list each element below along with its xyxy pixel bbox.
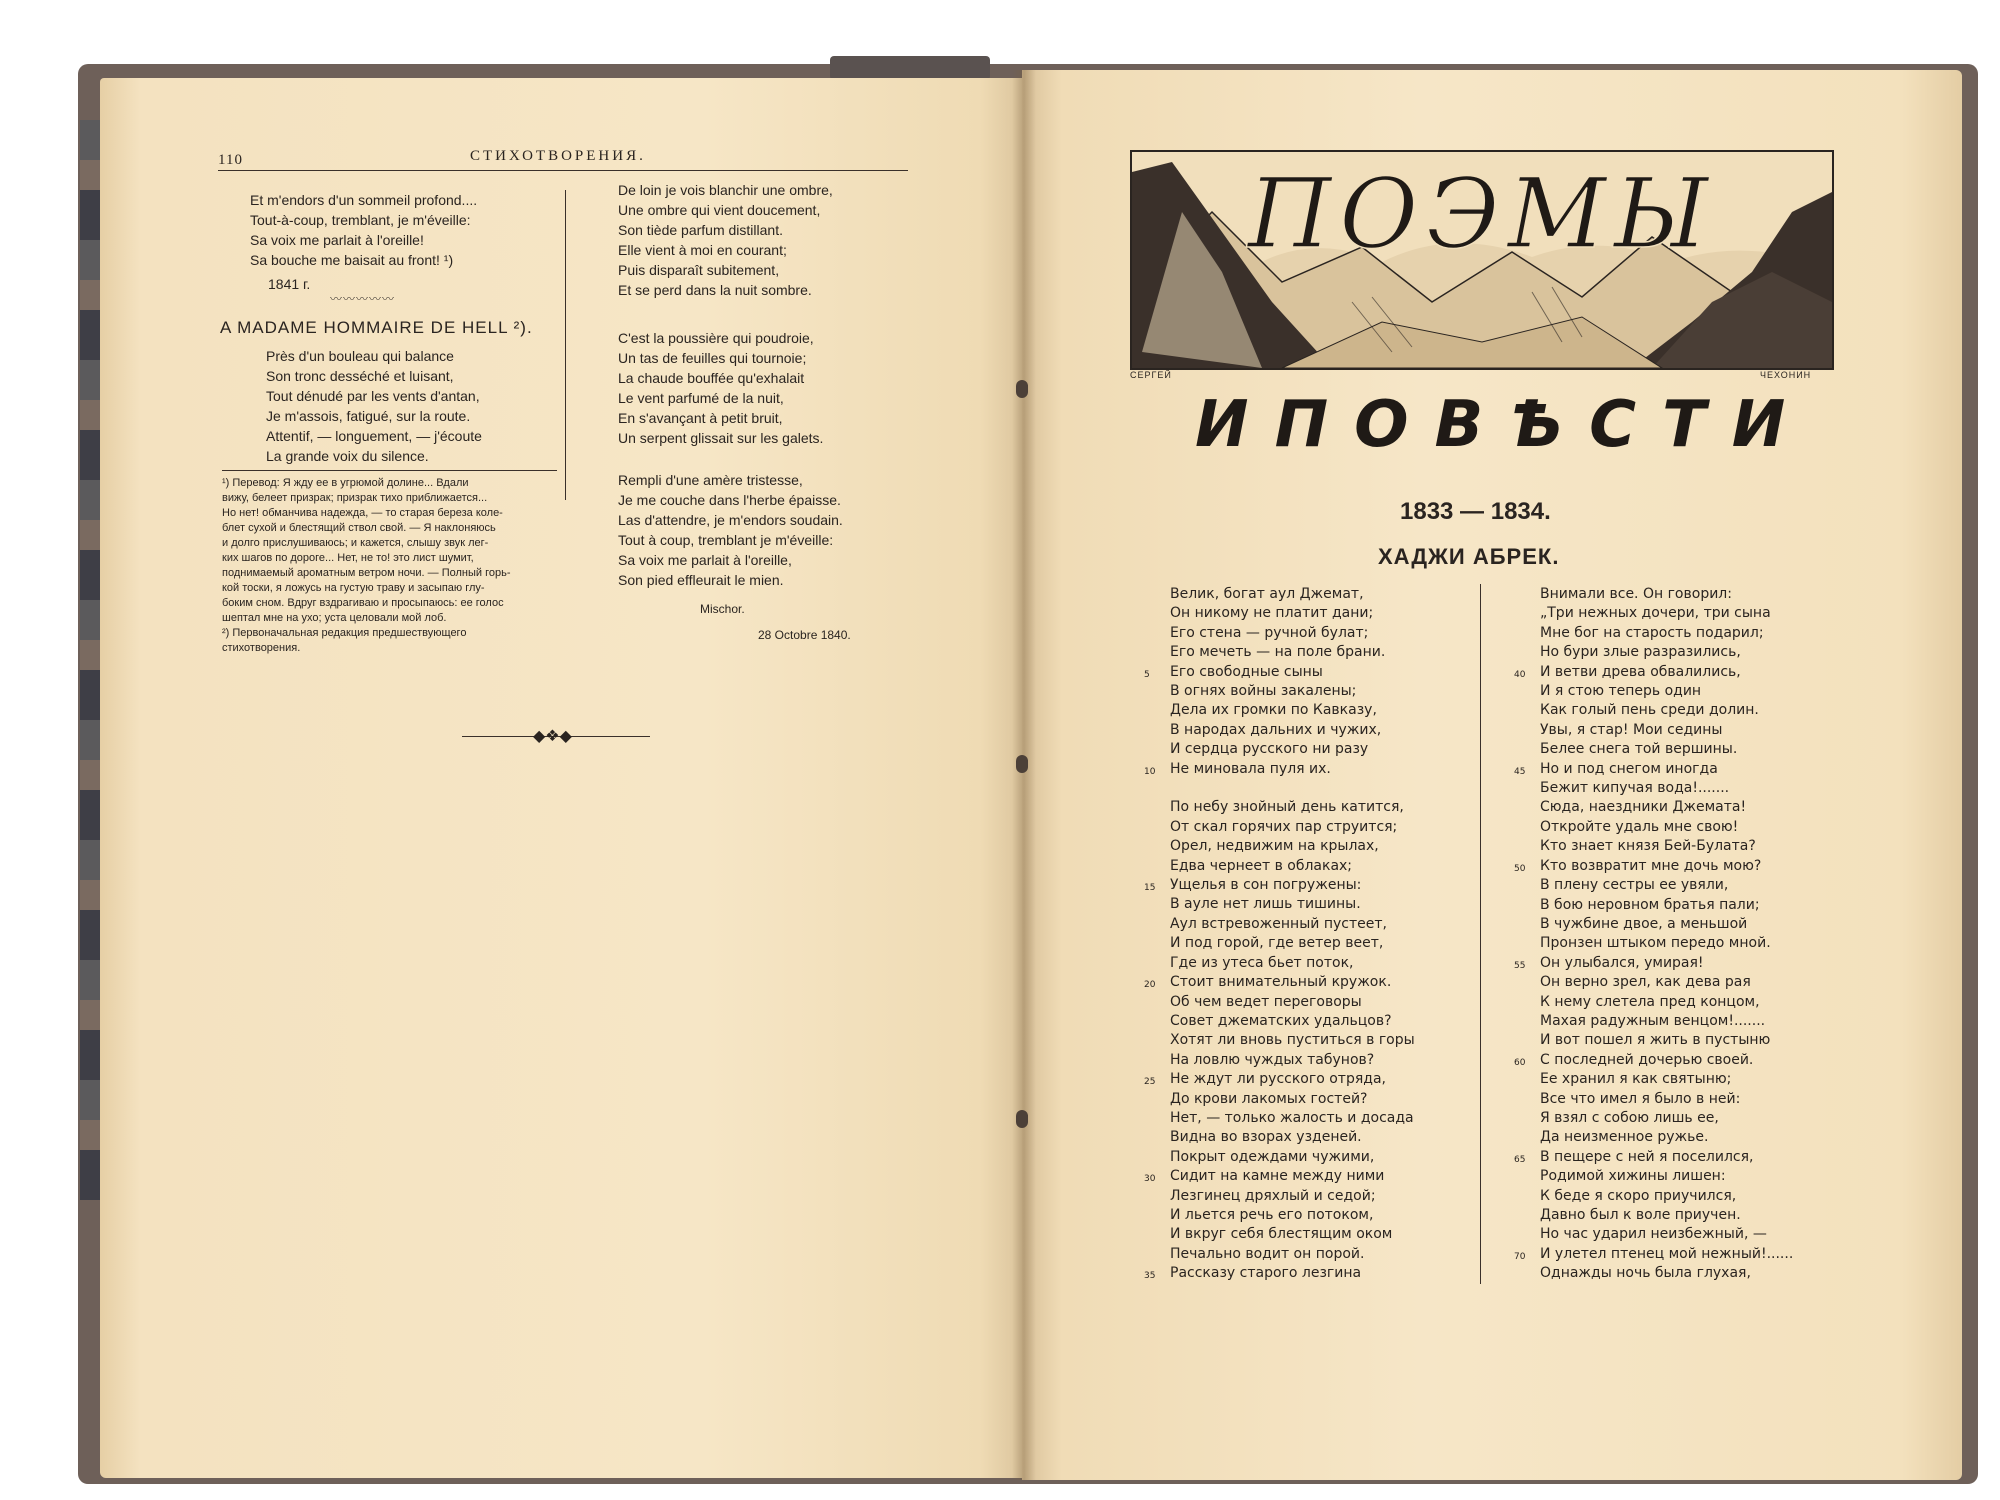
poem-title: ХАДЖИ АБРЕК.: [1378, 544, 1560, 569]
verse-line: [1540, 915, 1793, 934]
poem-date: 28 Octobre 1840.: [758, 628, 851, 642]
footnote-line: стихотворения.: [222, 642, 301, 654]
verse-text: Ее хранил я как святыню;: [1540, 1071, 1732, 1088]
footnote-rule: [222, 470, 557, 471]
verse-line: La chaude bouffée qu'exhalait: [618, 370, 805, 386]
verse-text: Он никому не платит дани;: [1170, 605, 1374, 622]
verse-line: [1540, 643, 1793, 662]
footnote-line: и долго прислушиваюсь; и кажется, слышу звук лег-: [222, 537, 489, 549]
verse-text: Откройте удаль мне свою!: [1540, 818, 1739, 835]
verse-line: [1170, 740, 1415, 759]
line-number: 30: [1144, 1174, 1156, 1185]
verse-text: Внимали все. Он говорил:: [1540, 586, 1732, 602]
verse-text: Я взял с собою лишь ее,: [1540, 1109, 1719, 1126]
verse-text: Давно был к воле приучен.: [1540, 1207, 1741, 1223]
verse-line: C'est la poussière qui poudroie,: [618, 330, 814, 346]
line-number: 70: [1514, 1251, 1526, 1262]
verse-line: Sa bouche me baisait au front! ¹): [250, 252, 454, 268]
line-number: 40: [1514, 669, 1526, 680]
line-number: 50: [1514, 863, 1526, 874]
verse-text: И под горой, где ветер веет,: [1170, 935, 1384, 952]
verse-line: [1514, 760, 1793, 779]
header-rule: [218, 170, 908, 171]
verse-text: Кто возвратит мне дочь мою?: [1540, 857, 1762, 874]
line-number: 25: [1144, 1077, 1156, 1088]
verse-text: К беде я скоро приучился,: [1540, 1187, 1737, 1204]
poem2-title: A MADAME HOMMAIRE DE HELL ²).: [220, 318, 533, 337]
verse-text: Стоит внимательный кружок.: [1170, 974, 1392, 991]
verse-text: От скал горячих пар струится;: [1170, 818, 1398, 835]
verse-line: [1540, 1012, 1793, 1031]
stanza-gap: [1170, 779, 1415, 798]
verse-line: [1170, 701, 1415, 720]
verse-text: Он улыбался, умирая!: [1540, 954, 1704, 971]
verse-text: Печально водит он порой.: [1170, 1245, 1365, 1262]
end-ornament-icon: ◆❖◆: [533, 728, 572, 745]
line-number: 20: [1144, 980, 1156, 991]
verse-line: [1540, 585, 1793, 604]
verse-line: [1540, 1206, 1793, 1225]
ornament-divider: 〰〰〰〰〰: [330, 292, 396, 306]
verse-column-left: [1144, 585, 1415, 1284]
verse-line: [1170, 1012, 1415, 1031]
verse-text: Орел, недвижим на крылах,: [1170, 838, 1379, 855]
verse-line: La grande voix du silence.: [266, 448, 429, 464]
mountain-landscape-illustration: [1132, 152, 1832, 368]
verse-line: Et m'endors d'un sommeil profond....: [250, 192, 478, 208]
verse-line: Son pied effleurait le mien.: [618, 572, 784, 588]
verse-line: [1170, 1128, 1415, 1147]
verse-line: Son tiède parfum distillant.: [618, 222, 783, 238]
verse-line: [1144, 663, 1415, 682]
artist-signature-right: ЧЕХОНИН: [1760, 370, 1812, 380]
line-number: 5: [1144, 669, 1150, 680]
verse-line: [1170, 818, 1415, 837]
verse-line: [1540, 876, 1793, 895]
verse-line: [1514, 954, 1793, 973]
verse-line: [1540, 1031, 1793, 1050]
verse-text: По небу знойный день катится,: [1170, 799, 1404, 816]
verse-line: [1170, 682, 1415, 701]
verse-line: [1170, 1187, 1415, 1206]
verse-line: Je m'assois, fatigué, sur la route.: [266, 408, 471, 424]
verse-line: [1170, 604, 1415, 623]
poem2-stanza-2: [618, 180, 833, 300]
verse-text: Совет джематских удальцов?: [1170, 1012, 1392, 1029]
illustrated-banner: [1130, 150, 1834, 370]
line-number: 15: [1144, 883, 1156, 894]
verse-text: В пещере с ней я поселился,: [1540, 1148, 1754, 1165]
verse-line: [1540, 798, 1793, 817]
verse-text: Видна во взорах узденей.: [1170, 1129, 1362, 1146]
footnote-line: поднимаемый ароматным ветром ночи. — Полный горь-: [222, 567, 511, 579]
verse-text: И вот пошел я жить в пустыню: [1540, 1032, 1771, 1049]
verse-text: С последней дочерью своей.: [1540, 1051, 1754, 1068]
verse-text: Велик, богат аул Джемат,: [1170, 586, 1364, 602]
book-gutter: [1012, 70, 1036, 1480]
verse-text: Лезгинец дряхлый и седой;: [1170, 1187, 1376, 1204]
poem2-stanza-1: [266, 346, 482, 466]
verse-line: [1144, 876, 1415, 895]
verse-line: [1540, 682, 1793, 701]
verse-text: Об чем ведет переговоры: [1170, 993, 1362, 1010]
line-number: 60: [1514, 1057, 1526, 1068]
poem1-date: 1841 г.: [268, 276, 311, 292]
verse-line: Son tronc desséché et luisant,: [266, 368, 454, 384]
verse-line: [1170, 585, 1415, 604]
verse-line: [1170, 1148, 1415, 1167]
verse-line: [1170, 1245, 1415, 1264]
verse-line: [1144, 973, 1415, 992]
verse-text: В бою неровном братья пали;: [1540, 896, 1760, 913]
line-number: 65: [1514, 1154, 1526, 1165]
verse-text: Как голый пень среди долин.: [1540, 702, 1759, 719]
verse-text: Белее снега той вершины.: [1540, 741, 1738, 758]
section-subtitle: ИПОВѢСТИ: [1195, 388, 1812, 462]
verse-line: [1540, 740, 1793, 759]
verse-text: Дела их громки по Кавказу,: [1170, 702, 1377, 719]
verse-text: Покрыт одеждами чужими,: [1170, 1148, 1375, 1165]
binding-stitch: [1016, 755, 1028, 773]
verse-line: [1170, 857, 1415, 876]
verse-line: [1540, 1090, 1793, 1109]
verse-text: Но бури злые разразились,: [1540, 644, 1741, 661]
poem-signature: Mischor.: [700, 602, 745, 616]
verse-line: Rempli d'une amère tristesse,: [618, 472, 803, 488]
verse-line: Une ombre qui vient doucement,: [618, 202, 821, 218]
verse-line: Un tas de feuilles qui tournoie;: [618, 350, 807, 366]
verse-line: [1514, 857, 1793, 876]
verse-line: [1170, 993, 1415, 1012]
verse-text: Родимой хижины лишен:: [1540, 1168, 1726, 1185]
line-number: 35: [1144, 1271, 1156, 1282]
binding-stitch: [1016, 1110, 1028, 1128]
verse-line: [1540, 1167, 1793, 1186]
verse-line: [1144, 1070, 1415, 1089]
verse-text: Кто знает князя Бей-Булата?: [1540, 838, 1756, 855]
verse-line: [1170, 895, 1415, 914]
verse-text: Однажды ночь была глухая,: [1540, 1265, 1751, 1282]
verse-text: И улетел птенец мой нежный!......: [1540, 1245, 1794, 1262]
verse-line: [1540, 1109, 1793, 1128]
verse-text: Где из утеса бьет поток,: [1170, 954, 1354, 971]
page-edges: [80, 120, 102, 1200]
verse-text: Не миновала пуля их.: [1170, 760, 1331, 777]
verse-line: [1540, 779, 1793, 798]
verse-line: [1540, 993, 1793, 1012]
verse-line: [1170, 798, 1415, 817]
verse-line: [1540, 1070, 1793, 1089]
binding-stitch: [1016, 380, 1028, 398]
verse-text: Едва чернеет в облаках;: [1170, 857, 1353, 874]
poem2-stanza-3: [618, 328, 823, 448]
line-number: 55: [1514, 960, 1526, 971]
verse-line: [1170, 1225, 1415, 1244]
line-number: 45: [1514, 766, 1526, 777]
verse-line: De loin je vois blanchir une ombre,: [618, 182, 833, 198]
verse-line: En s'avançant à petit bruit,: [618, 410, 783, 426]
verse-line: Un serpent glissait sur les galets.: [618, 430, 824, 446]
verse-line: [1514, 1051, 1793, 1070]
page-number: 110: [218, 152, 243, 168]
verse-line: [1170, 721, 1415, 740]
verse-text: В огнях войны закалены;: [1170, 683, 1357, 700]
verse-text: Бежит кипучая вода!.......: [1540, 780, 1730, 797]
footnote-line: шептал мне на ухо; уста целовали мой лоб.: [222, 612, 447, 624]
verse-text: Махая радужным венцом!.......: [1540, 1012, 1766, 1029]
verse-line: [1540, 934, 1793, 953]
poem2-stanza-4: [618, 470, 843, 590]
book-spine-top: [830, 56, 990, 80]
verse-line: [1170, 915, 1415, 934]
verse-line: Sa voix me parlait à l'oreille!: [250, 232, 424, 248]
verse-text: Хотят ли вновь пуститься в горы: [1170, 1032, 1415, 1049]
verse-line: [1540, 721, 1793, 740]
verse-text: Да неизменное ружье.: [1540, 1129, 1709, 1146]
verse-text: И сердца русского ни разу: [1170, 741, 1369, 758]
verse-line: [1514, 1148, 1793, 1167]
verse-line: [1170, 954, 1415, 973]
verse-line: [1540, 973, 1793, 992]
verse-text: И вкруг себя блестящим оком: [1170, 1226, 1393, 1243]
verse-line: [1170, 1031, 1415, 1050]
verse-line: [1170, 624, 1415, 643]
verse-line: [1540, 896, 1793, 915]
verse-line: [1540, 1187, 1793, 1206]
verse-text: Он верно зрел, как дева рая: [1540, 974, 1751, 991]
verse-text: Пронзен штыком передо мной.: [1540, 935, 1771, 952]
verse-text: Сюда, наездники Джемата!: [1540, 799, 1747, 816]
verse-text: К нему слетела пред концом,: [1540, 993, 1760, 1010]
verse-text: В народах дальних и чужих,: [1170, 721, 1382, 738]
verse-line: [1540, 624, 1793, 643]
verse-line: [1170, 1109, 1415, 1128]
verse-text: „Три нежных дочери, три сына: [1540, 605, 1771, 622]
column-divider: [1480, 584, 1481, 1284]
verse-text: Не ждут ли русского отряда,: [1170, 1071, 1386, 1088]
verse-line: [1144, 760, 1415, 779]
verse-line: [1170, 1051, 1415, 1070]
verse-line: [1170, 1206, 1415, 1225]
verse-line: [1170, 934, 1415, 953]
footnote-line: ких шагов по дороге... Нет, не то! это лист шумит,: [222, 552, 474, 564]
verse-line: Tout dénudé par les vents d'antan,: [266, 388, 480, 404]
verse-line: Près d'un bouleau qui balance: [266, 348, 454, 364]
footnote-line: боким сном. Вдруг вздрагиваю и просыпаюсь: ее голос: [222, 597, 504, 609]
verse-text: На ловлю чуждых табунов?: [1170, 1051, 1375, 1068]
verse-line: [1514, 1245, 1794, 1264]
verse-text: Ущелья в сон погружены:: [1170, 877, 1362, 894]
verse-text: И я стою теперь один: [1540, 683, 1702, 700]
verse-line: [1540, 837, 1793, 856]
verse-text: Рассказу старого лезгина: [1170, 1265, 1362, 1282]
verse-text: В ауле нет лишь тишины.: [1170, 896, 1361, 913]
left-page: [100, 78, 1026, 1478]
verse-text: В чужбине двое, а меньшой: [1540, 915, 1748, 932]
verse-column-right: [1514, 585, 1794, 1284]
verse-line: Le vent parfumé de la nuit,: [618, 390, 784, 406]
verse-line: [1144, 1264, 1415, 1283]
verse-line: Elle vient à moi en courant;: [618, 242, 787, 258]
verse-line: Tout à coup, tremblant je m'éveille:: [618, 532, 834, 548]
footnote-line: вижу, белеет призрак; призрак тихо приближается...: [222, 492, 488, 504]
verse-text: И ветви древа обвалились,: [1540, 663, 1741, 680]
verse-line: [1540, 1128, 1793, 1147]
verse-text: В плену сестры ее увяли,: [1540, 877, 1729, 894]
column-divider: [565, 190, 566, 500]
verse-text: Нет, — только жалость и досада: [1170, 1109, 1414, 1126]
verse-line: Et se perd dans la nuit sombre.: [618, 282, 812, 298]
verse-text: Его мечеть — на поле брани.: [1170, 644, 1386, 661]
verse-line: [1170, 837, 1415, 856]
verse-line: [1540, 818, 1793, 837]
line-number: 10: [1144, 766, 1156, 777]
verse-text: Его свободные сыны: [1170, 663, 1323, 680]
verse-line: Attentif, — longuement, — j'écoute: [266, 428, 482, 444]
verse-text: Сидит на камне между ними: [1170, 1168, 1385, 1185]
verse-line: Las d'attendre, je m'endors soudain.: [618, 512, 843, 528]
verse-line: [1540, 1264, 1793, 1283]
footnotes: [222, 476, 557, 656]
verse-text: И льется речь его потоком,: [1170, 1206, 1374, 1223]
verse-line: [1540, 604, 1793, 623]
verse-line: [1170, 643, 1415, 662]
verse-line: [1144, 1167, 1415, 1186]
years-heading: 1833 — 1834.: [1400, 498, 1551, 525]
footnote-line: кой тоски, я ложусь на густую траву и засыпаю глу-: [222, 582, 485, 594]
verse-line: [1170, 1090, 1415, 1109]
poem1-stanza: [250, 190, 477, 270]
verse-line: [1514, 663, 1793, 682]
verse-line: Puis disparaît subitement,: [618, 262, 780, 278]
verse-text: До крови лакомых гостей?: [1170, 1090, 1368, 1107]
verse-text: Но и под снегом иногда: [1540, 760, 1718, 777]
verse-line: Tout-à-coup, tremblant, je m'éveille:: [250, 212, 471, 228]
verse-line: [1540, 701, 1793, 720]
verse-line: Je me couche dans l'herbe épaisse.: [618, 492, 841, 508]
verse-text: Мне бог на старость подарил;: [1540, 624, 1764, 641]
verse-line: Sa voix me parlait à l'oreille,: [618, 552, 792, 568]
footnote-line: ²) Первоначальная редакция предшествующего: [222, 627, 467, 639]
artist-signature-left: СЕРГЕЙ: [1130, 370, 1172, 380]
verse-text: Увы, я стар! Мои седины: [1540, 721, 1723, 738]
running-head: СТИХОТВОРЕНИЯ.: [470, 148, 646, 164]
verse-text: Все что имел я было в ней:: [1540, 1090, 1741, 1107]
banner-title: ПОЭМЫ: [1247, 158, 1717, 270]
verse-text: Аул встревоженный пустеет,: [1170, 915, 1387, 932]
footnote-line: ¹) Перевод: Я жду ее в угрюмой долине... Вдали: [222, 477, 469, 489]
verse-line: [1540, 1225, 1793, 1244]
footnote-line: блет сухой и блестящий ствол свой. — Я наклоняюсь: [222, 522, 496, 534]
footnote-line: Но нет! обманчива надежда, — то старая береза коле-: [222, 507, 503, 519]
verse-text: Но час ударил неизбежный, —: [1540, 1226, 1767, 1243]
verse-text: Его стена — ручной булат;: [1170, 624, 1369, 641]
